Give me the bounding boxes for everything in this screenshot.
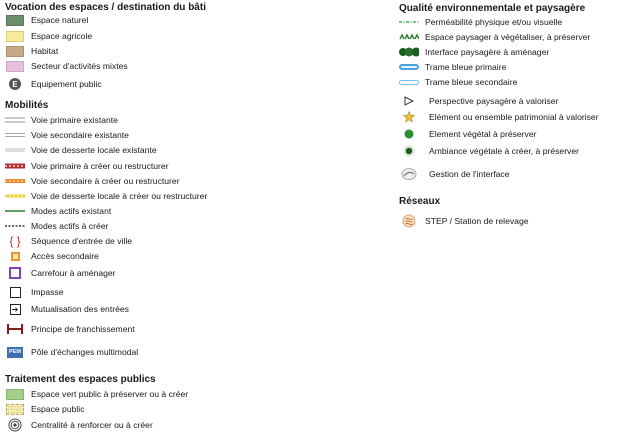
legend-item-modes-actifs-a-creer: Modes actifs à créer	[5, 219, 108, 233]
acces-secondaire-icon	[11, 252, 20, 261]
section-title-mobilites: Mobilités	[5, 100, 49, 111]
legend-item-acces-secondaire: Accès secondaire	[5, 249, 99, 263]
legend-item-mutualisation: ➔ Mutualisation des entrées	[5, 302, 129, 316]
legend-item-permeabilite: Perméabilité physique et/ou visuelle	[399, 15, 562, 29]
section-title-traitement: Traitement des espaces publics	[5, 374, 156, 385]
legend-item-carrefour: Carrefour à aménager	[5, 266, 116, 280]
voie-primaire-a-creer-icon	[5, 162, 25, 170]
trame-bleue-primaire-icon	[399, 64, 419, 70]
section-title-reseaux: Réseaux	[399, 196, 441, 207]
legend-item-voie-desserte-a-creer: Voie de desserte locale à créer ou restructurer	[5, 189, 207, 203]
legend-item-voie-secondaire-a-creer: Voie secondaire à créer ou restructurer	[5, 174, 180, 188]
legend-item-patrimoine: Elément ou ensemble patrimonial à valoriser	[399, 110, 599, 124]
legend-item-interface-paysagere: Interface paysagère à aménager	[399, 45, 549, 59]
activites-mixtes-swatch	[6, 61, 24, 72]
voie-desserte-a-creer-icon	[5, 192, 25, 200]
section-title-qualite: Qualité environnementale et paysagère	[399, 3, 586, 14]
voie-desserte-existante-icon	[5, 146, 25, 154]
perspective-triangle-icon	[404, 96, 414, 106]
ambiance-vegetale-icon	[403, 145, 415, 157]
step-station-icon	[402, 214, 416, 228]
gestion-interface-icon	[401, 167, 417, 181]
legend-item-voie-secondaire-existante: Voie secondaire existante	[5, 128, 129, 142]
carrefour-icon	[9, 267, 21, 279]
habitat-swatch	[6, 46, 24, 57]
legend-item-espace-vert-public: Espace vert public à préserver ou à créer	[5, 387, 188, 401]
interface-paysagere-icon	[399, 47, 419, 57]
espace-agricole-swatch	[6, 31, 24, 42]
trame-bleue-secondaire-icon	[399, 80, 419, 85]
legend-item-element-vegetal: Element végétal à préserver	[399, 127, 536, 141]
modes-actifs-existant-icon	[5, 208, 25, 214]
voie-secondaire-a-creer-icon	[5, 177, 25, 185]
legend-item-perspective: Perspective paysagère à valoriser	[399, 94, 558, 108]
legend-item-activites-mixtes: Secteur d'activités mixtes	[5, 59, 128, 73]
legend-item-espace-public: Espace public	[5, 402, 85, 416]
legend-item-centralite: Centralité à renforcer ou à créer	[5, 418, 153, 432]
permeabilite-icon	[399, 19, 419, 25]
espace-vert-public-swatch	[6, 389, 24, 400]
legend-item-voie-primaire-existante: Voie primaire existante	[5, 113, 118, 127]
espace-public-swatch	[6, 404, 24, 415]
legend-item-pem: PEM Pôle d'échanges multimodal	[9, 347, 139, 357]
espace-paysager-icon	[399, 33, 419, 41]
espace-naturel-swatch	[6, 15, 24, 26]
legend-item-espace-paysager: Espace paysager à végétaliser, à préserver	[399, 30, 590, 44]
impasse-icon	[10, 287, 21, 298]
legend-item-trame-bleue-secondaire: Trame bleue secondaire	[399, 75, 517, 89]
legend-item-impasse: Impasse	[5, 285, 63, 299]
tree-icon	[404, 129, 414, 139]
centralite-icon	[8, 418, 22, 432]
legend-item-modes-actifs-existant: Modes actifs existant	[5, 204, 111, 218]
legend-item-espace-naturel: Espace naturel	[5, 13, 88, 27]
sequence-entree-icon: { }	[9, 234, 21, 248]
legend-item-voie-primaire-a-creer: Voie primaire à créer ou restructurer	[5, 159, 169, 173]
section-title-vocation: Vocation des espaces / destination du bâti	[5, 2, 206, 13]
legend-item-espace-agricole: Espace agricole	[5, 29, 92, 43]
voie-secondaire-existante-icon	[5, 131, 25, 139]
legend-item-ambiance-vegetale: Ambiance végétale à créer, à préserver	[399, 144, 579, 158]
mutualisation-arrow-icon: ➔	[10, 304, 21, 315]
equipement-public-icon: E	[9, 78, 21, 90]
legend-item-gestion-interface: Gestion de l'interface	[399, 167, 509, 181]
legend-item-voie-desserte-existante: Voie de desserte locale existante	[5, 143, 157, 157]
legend-item-habitat: Habitat	[5, 44, 58, 58]
legend-item-step: STEP / Station de relevage	[399, 214, 529, 228]
voie-primaire-existante-icon	[5, 116, 25, 124]
modes-actifs-a-creer-icon	[5, 223, 25, 229]
franchissement-icon	[6, 323, 24, 335]
pem-badge-icon: PEM	[7, 347, 23, 358]
legend-item-equipement-public: E Equipement public	[5, 77, 102, 91]
legend-item-franchissement: Principe de franchissement	[5, 322, 135, 336]
legend-item-sequence-entree: { } Séquence d'entrée de ville	[9, 234, 133, 248]
star-icon	[403, 111, 415, 123]
legend-item-trame-bleue-primaire: Trame bleue primaire	[399, 60, 506, 74]
